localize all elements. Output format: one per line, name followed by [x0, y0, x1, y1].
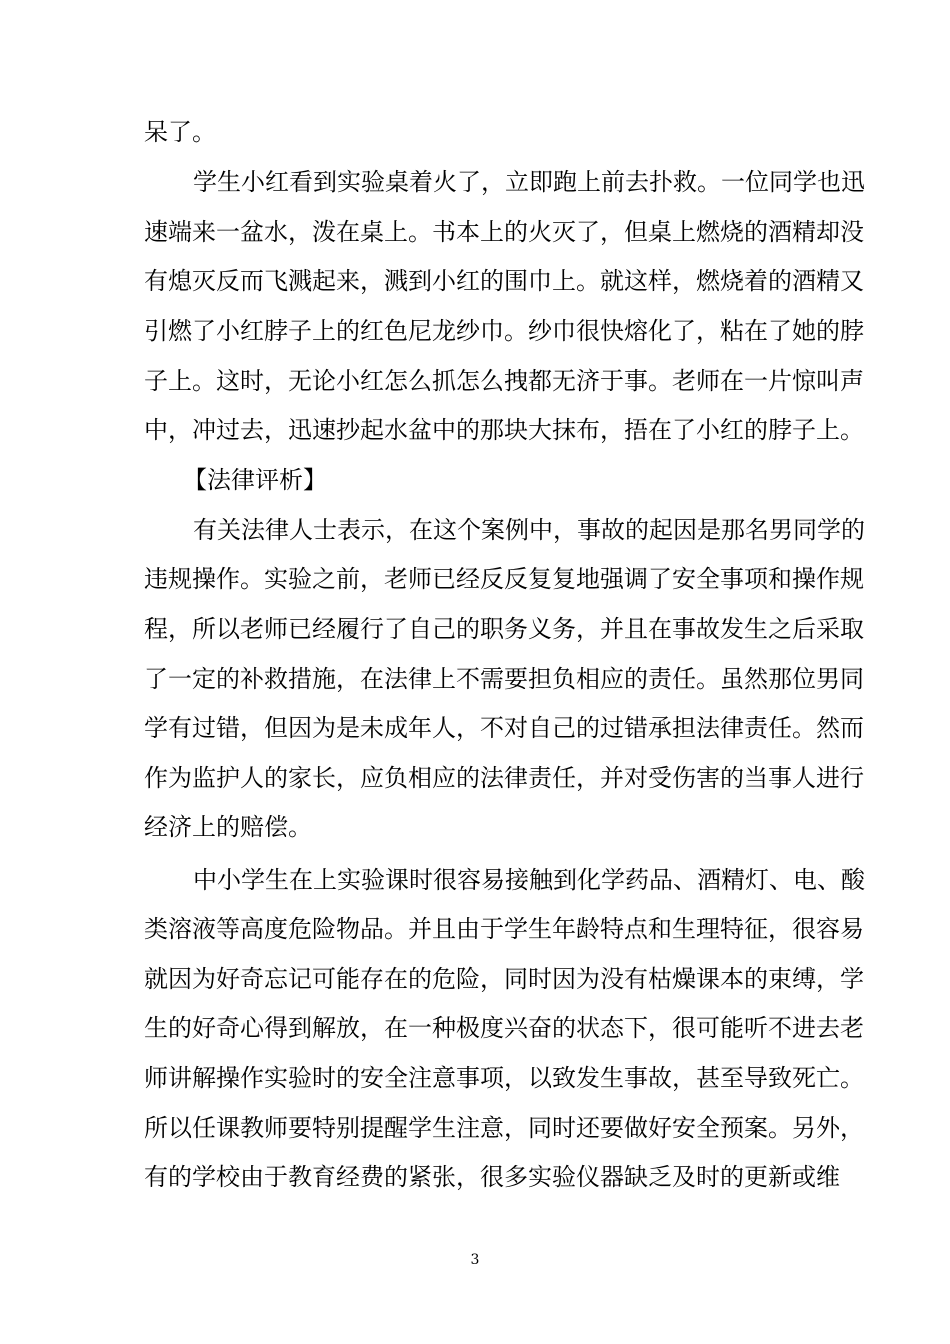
- paragraph-line: 所以任课教师要特别提醒学生注意，同时还要做好安全预案。另外，: [144, 1114, 864, 1142]
- paragraph-line: 了一定的补救措施，在法律上不需要担负相应的责任。虽然那位男同: [144, 665, 864, 693]
- paragraph-line: 类溶液等高度危险物品。并且由于学生年龄特点和生理特征，很容易: [144, 915, 864, 943]
- paragraph-line: 有的学校由于教育经费的紧张，很多实验仪器缺乏及时的更新或维: [144, 1163, 840, 1191]
- paragraph-line: 有熄灭反而飞溅起来，溅到小红的围巾上。就这样，燃烧着的酒精又: [144, 267, 864, 295]
- paragraph-line: 中小学生在上实验课时很容易接触到化学药品、酒精灯、电、酸: [193, 866, 865, 894]
- paragraph-line: 速端来一盆水，泼在桌上。书本上的火灭了，但桌上燃烧的酒精却没: [144, 218, 864, 246]
- paragraph-line: 学有过错，但因为是未成年人，不对自己的过错承担法律责任。然而: [144, 714, 864, 742]
- paragraph-line: 中，冲过去，迅速抄起水盆中的那块大抹布，捂在了小红的脖子上。: [144, 416, 864, 444]
- paragraph-line: 生的好奇心得到解放，在一种极度兴奋的状态下，很可能听不进去老: [144, 1014, 864, 1042]
- paragraph-line: 有关法律人士表示，在这个案例中，事故的起因是那名男同学的: [193, 516, 865, 544]
- paragraph-line: 作为监护人的家长，应负相应的法律责任，并对受伤害的当事人进行: [144, 764, 864, 792]
- paragraph-line: 师讲解操作实验时的安全注意事项，以致发生事故，甚至导致死亡。: [144, 1064, 864, 1092]
- page-number: 3: [470, 1252, 480, 1268]
- paragraph-line: 程，所以老师已经履行了自己的职务义务，并且在事故发生之后采取: [144, 615, 864, 643]
- section-heading: 【法律评析】: [183, 466, 327, 494]
- paragraph-line: 学生小红看到实验桌着火了，立即跑上前去扑救。一位同学也迅: [193, 168, 865, 196]
- paragraph-line: 呆了。: [144, 118, 216, 146]
- paragraph-line: 引燃了小红脖子上的红色尼龙纱巾。纱巾很快熔化了，粘在了她的脖: [144, 317, 864, 345]
- paragraph-line: 子上。这时，无论小红怎么抓怎么拽都无济于事。老师在一片惊叫声: [144, 367, 864, 395]
- paragraph-line: 经济上的赔偿。: [144, 813, 312, 841]
- paragraph-line: 违规操作。实验之前，老师已经反反复复地强调了安全事项和操作规: [144, 565, 864, 593]
- paragraph-line: 就因为好奇忘记可能存在的危险，同时因为没有枯燥课本的束缚，学: [144, 965, 864, 993]
